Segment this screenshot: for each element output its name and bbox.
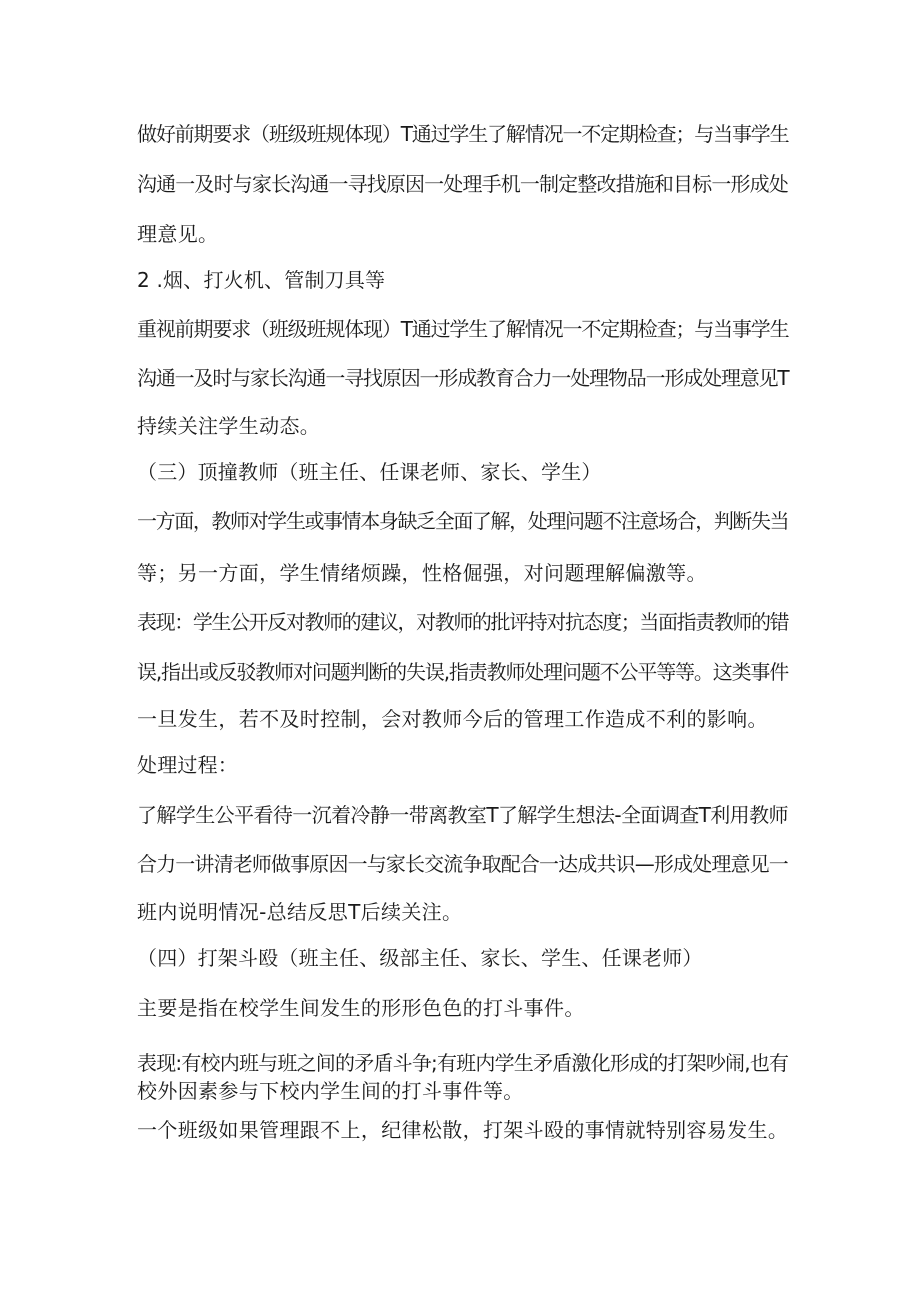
paragraph-line: 等；另一方面，学生情绪烦躁，性格倔强，对问题理解偏激等。: [137, 561, 707, 585]
paragraph-line: 主要是指在校学生间发生的形形色色的打斗事件。: [137, 996, 585, 1020]
subsection-heading: 2 .烟、打火机、管制刀具等: [137, 268, 386, 292]
paragraph-line: 一旦发生，若不及时控制，会对教师今后的管理工作造成不利的影响。: [137, 707, 768, 731]
paragraph-line: 表现:有校内班与班之间的矛盾斗争;有班内学生矛盾激化形成的打架吵闹,也有: [137, 1051, 789, 1075]
paragraph-line: 一个班级如果管理跟不上，纪律松散，打架斗殴的事情就特别容易发生。: [137, 1118, 789, 1142]
paragraph-line: 了解学生公平看待一沉着冷静一带离教室T了解学生想法-全面调查T利用教师: [137, 803, 788, 827]
paragraph-line: 重视前期要求（班级班规体现）T通过学生了解情况一不定期检查；与当事学生: [137, 317, 789, 341]
paragraph-line: 合力一讲清老师做事原因一与家长交流争取配合一达成共识—形成处理意见一: [137, 852, 788, 876]
paragraph-line: 校外因素参与下校内学生间的打斗事件等。: [137, 1079, 524, 1103]
paragraph-line: 沟通一及时与家长沟通一寻找原因一处理手机一制定整改措施和目标一形成处: [137, 172, 788, 196]
paragraph-line: 持续关注学生动态。: [137, 414, 321, 438]
section-heading: （四）打架斗殴（班主任、级部主任、家长、学生、任课老师）: [137, 946, 703, 970]
paragraph-line: 做好前期要求（班级班规体现）T通过学生了解情况一不定期检查；与当事学生: [137, 122, 789, 146]
paragraph-line: 表现：学生公开反对教师的建议，对教师的批评持对抗态度；当面指责教师的错: [137, 610, 789, 634]
section-heading: （三）顶撞教师（班主任、任课老师、家长、学生）: [137, 460, 602, 484]
process-label: 处理过程：: [137, 753, 238, 777]
paragraph-line: 理意见。: [137, 222, 219, 246]
paragraph-line: 沟通一及时与家长沟通一寻找原因一形成教育合力一处理物品一形成处理意见T: [137, 366, 789, 390]
paragraph-line: 一方面，教师对学生或事情本身缺乏全面了解，处理问题不注意场合，判断失当: [137, 509, 789, 533]
paragraph-line: 班内说明情况-总结反思T后续关注。: [137, 900, 463, 924]
paragraph-line: 误,指出或反驳教师对问题判断的失误,指责教师处理问题不公平等等。这类事件: [137, 660, 789, 684]
